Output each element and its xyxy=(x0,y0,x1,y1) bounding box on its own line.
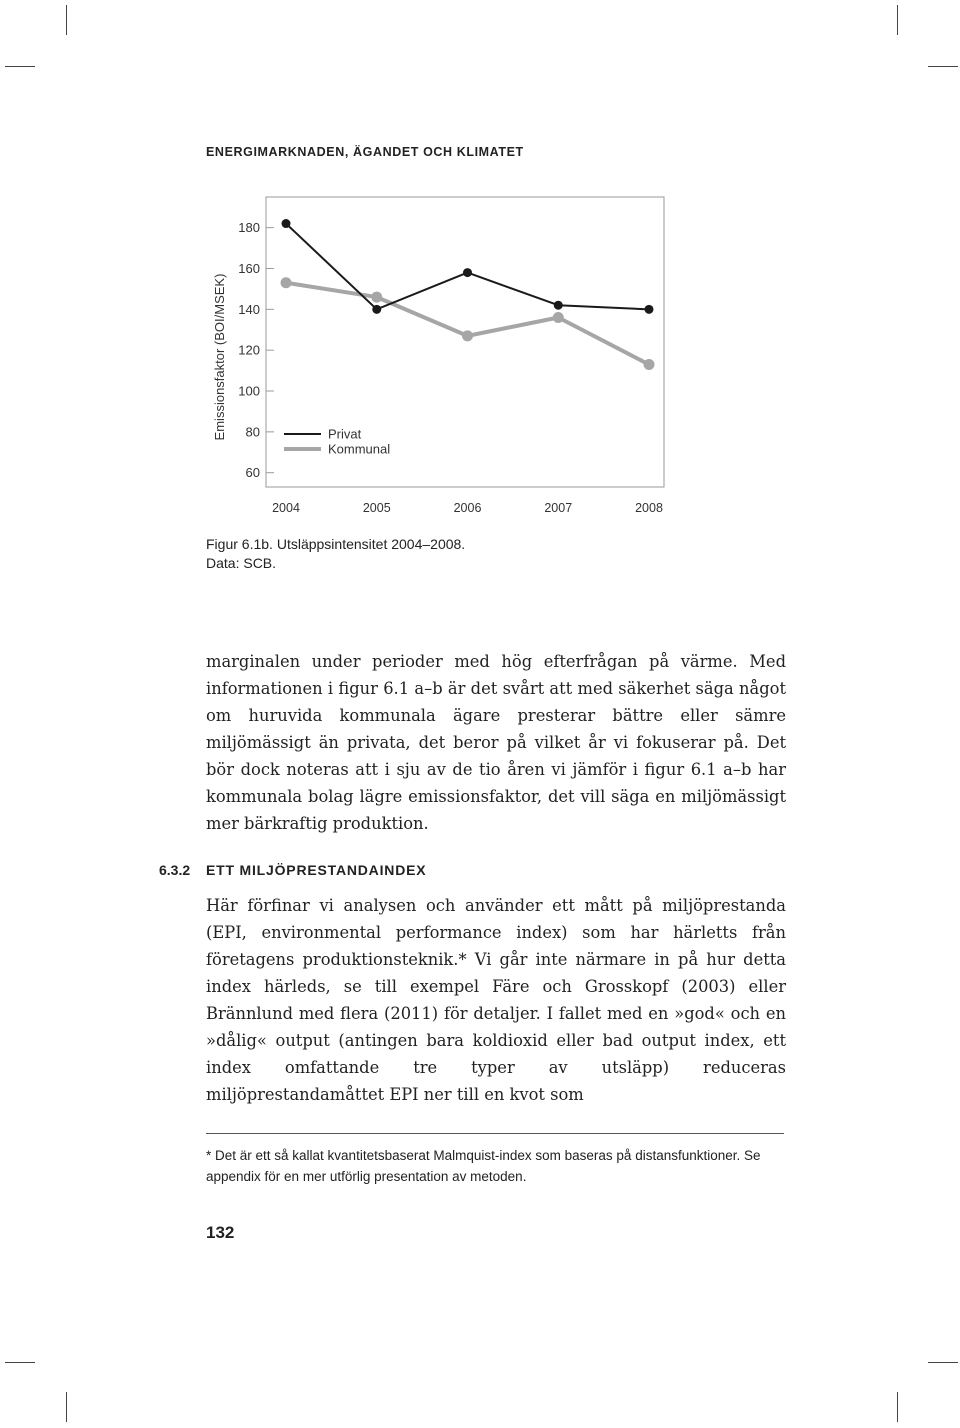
crop-mark xyxy=(897,5,898,35)
figure-caption xyxy=(206,535,465,573)
caption-text: Utsläppsintensitet 2004–2008. xyxy=(276,536,466,552)
footnote-divider xyxy=(206,1133,784,1134)
running-header: ENERGIMARKNADEN, ÄGANDET OCH KLIMATET xyxy=(206,145,524,159)
body-paragraph-1 xyxy=(206,648,786,837)
data-point-privat xyxy=(463,268,472,277)
page-number: 132 xyxy=(206,1223,235,1242)
x-tick-label: 2005 xyxy=(362,501,391,515)
paragraph-text: marginalen under perioder med hög efterfrågan på värme. Med informationen i figur 6.1 a–b är det svårt att med säkerhet säga något om huruvida kommunala ägare presterar bättre eller sämre miljömässigt än privata, det beror på vilket år vi fokuserar på. Det bör dock noteras att i sju av de tio åren vi jämför i figur 6.1 a–b har kommunala bolag lägre emissionsfaktor, det vill säga en miljömässigt mer bärkraftig produktion. xyxy=(206,652,786,833)
data-point-privat xyxy=(645,305,654,314)
x-tick-label: 2004 xyxy=(272,501,300,515)
section-title: ETT MILJÖPRESTANDAINDEX xyxy=(206,862,427,878)
crop-mark xyxy=(66,5,67,35)
y-tick-label: 120 xyxy=(238,342,260,358)
crop-mark xyxy=(897,1392,898,1422)
data-point-privat xyxy=(554,301,563,310)
data-point-kommunal xyxy=(644,359,655,370)
x-tick-label: 2007 xyxy=(544,501,573,515)
crop-mark xyxy=(5,1362,35,1363)
y-tick-label: 100 xyxy=(238,383,260,399)
data-point-privat xyxy=(372,305,381,314)
source-text: SCB. xyxy=(243,555,277,571)
data-point-kommunal xyxy=(462,330,473,341)
x-tick-label: 2006 xyxy=(453,501,482,515)
crop-mark xyxy=(5,66,35,67)
y-tick-label: 140 xyxy=(238,301,260,317)
section-number: 6.3.2 xyxy=(159,862,191,878)
source-lead: Data: xyxy=(206,555,240,571)
y-tick-label: 60 xyxy=(245,465,260,481)
data-point-kommunal xyxy=(553,312,564,323)
x-tick-label: 2008 xyxy=(635,501,663,515)
emission-chart xyxy=(200,185,680,525)
caption-lead: Figur 6.1b. xyxy=(206,536,273,552)
paragraph-text: Här förfinar vi analysen och använder ett mått på miljöprestanda (EPI, environmental performance index) som har härletts från företagens produktionsteknik.* Vi går inte närmare in på hur detta index härleds, se till exempel Färe och Grosskopf (2003) eller Brännlund med flera (2011) för detaljer. I fallet med en »god« och en »dålig« output (antingen bara koldioxid eller bad output index, ett index omfattande tre typer av utsläpp) reduceras miljöprestandamåttet EPI ner till en kvot som xyxy=(206,896,786,1104)
data-point-kommunal xyxy=(371,292,382,303)
crop-mark xyxy=(928,1362,958,1363)
legend-label: Privat xyxy=(328,426,362,442)
body-paragraph-2 xyxy=(206,892,786,1108)
y-tick-label: 180 xyxy=(238,220,260,236)
data-point-privat xyxy=(282,219,291,228)
data-point-kommunal xyxy=(281,277,292,288)
crop-mark xyxy=(66,1392,67,1422)
y-tick-label: 160 xyxy=(238,260,260,276)
series-line-kommunal xyxy=(286,283,649,365)
footnote: * Det är ett så kallat kvantitetsbaserat Malmquist-index som baseras på distansfunktioner. Se appendix för en mer utförlig presentation av metoden. xyxy=(206,1148,761,1184)
crop-mark xyxy=(928,66,958,67)
y-tick-label: 80 xyxy=(245,424,260,440)
y-axis-title: Emissionsfaktor (BOI/MSEK) xyxy=(212,273,227,441)
legend-label: Kommunal xyxy=(328,441,391,457)
series-line-privat xyxy=(286,224,649,310)
